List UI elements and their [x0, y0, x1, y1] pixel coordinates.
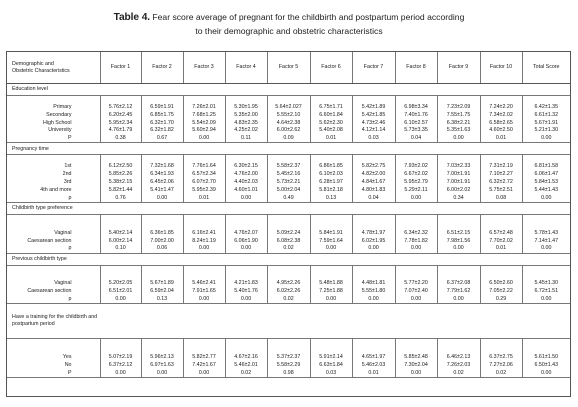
table-cell: 6.63±1.84 [310, 361, 352, 369]
column-header: Factor 8 [395, 52, 437, 84]
table-cell: 6.10±2.03 [310, 170, 352, 178]
table-cell: 4.76±1.79 [100, 127, 141, 135]
table-cell: 5.20±2.05 [100, 280, 141, 288]
table-cell: 5.40±2.08 [310, 127, 352, 135]
table-cell: 6.00±2.62 [267, 127, 310, 135]
table-cell: 5.84±1.53 [522, 178, 570, 186]
table-cell: 5.62±2.30 [310, 119, 352, 127]
table-cell: 0.10 [100, 245, 141, 253]
table-cell: 7.34±2.02 [480, 111, 522, 119]
table-row [7, 245, 570, 253]
row-label: 3rd [63, 179, 72, 185]
row-label: p [7, 295, 100, 303]
table-cell: 7.68±1.25 [183, 111, 225, 119]
table-cell: 5.55±2.10 [267, 111, 310, 119]
table-cell: 0.02 [267, 245, 310, 253]
table-cell: 4.83±2.35 [225, 119, 267, 127]
table-row [7, 170, 570, 178]
table-cell: 6.37±2.75 [480, 353, 522, 361]
table-cell: 5.67±1.91 [522, 119, 570, 127]
column-header: Total Score [522, 52, 570, 84]
table-cell: 0.38 [100, 135, 141, 143]
table-cell: 6.98±3.34 [395, 103, 437, 111]
column-header: Factor 5 [267, 52, 310, 84]
table-cell: 5.85±2.26 [100, 170, 141, 178]
table-cell: 6.34±2.32 [395, 229, 437, 237]
table-cell: 5.96±2.13 [141, 353, 183, 361]
spacer-row [7, 265, 570, 280]
table-cell: 0.00 [141, 194, 183, 202]
table-caption [0, 11, 578, 37]
table-cell: 5.60±2.94 [183, 127, 225, 135]
table-row [7, 353, 570, 361]
table-cell: 6.07±2.70 [183, 178, 225, 186]
table-cell: 0.00 [183, 245, 225, 253]
table-cell: 0.00 [100, 369, 141, 377]
table-cell: 5.46±2.03 [352, 361, 395, 369]
table-cell: 7.27±2.06 [480, 361, 522, 369]
column-header: Factor 6 [310, 52, 352, 84]
row-label: 4th and more [40, 186, 72, 193]
table-cell: 5.40±2.14 [100, 229, 141, 237]
table-cell: 5.67±1.89 [141, 280, 183, 288]
table-cell: 0.00 [183, 295, 225, 303]
table-cell: 6.30±2.15 [225, 162, 267, 170]
table-cell: 7.10±2.27 [480, 170, 522, 178]
table-cell: 5.82±2.75 [352, 162, 395, 170]
section-header [7, 253, 570, 265]
table-cell: 6.46±2.13 [437, 353, 480, 361]
table-cell: 0.00 [100, 295, 141, 303]
table-cell: 5.84±1.91 [310, 229, 352, 237]
table-cell: 0.34 [437, 194, 480, 202]
table-cell: 5.76±2.12 [100, 103, 141, 111]
table-cell: 4.60±2.50 [480, 127, 522, 135]
table-cell: 6.20±2.45 [100, 111, 141, 119]
table-cell: 5.85±2.48 [395, 353, 437, 361]
table-row [7, 178, 570, 186]
table-cell: 5.95±2.79 [395, 178, 437, 186]
table-cell: 0.04 [352, 194, 395, 202]
table-cell: 4.95±2.26 [267, 280, 310, 288]
table-row [7, 229, 570, 237]
column-header: Factor 3 [183, 52, 225, 84]
table-cell: 0.00 [183, 135, 225, 143]
table-cell: 6.59±1.91 [141, 103, 183, 111]
column-header: Factor 10 [480, 52, 522, 84]
table-cell: 6.97±1.63 [141, 361, 183, 369]
row-label: Vaginal [54, 280, 72, 287]
table-cell: 6.58±2.65 [480, 119, 522, 127]
table-cell: 0.09 [267, 135, 310, 143]
table-cell: 6.37±2.12 [100, 361, 141, 369]
section-title: Education level [7, 84, 570, 96]
caption-text-1: Fear score average of pregnant for the childbirth and postpartum period according [150, 12, 465, 22]
table-cell: 0.00 [522, 245, 570, 253]
table-cell: 5.82±1.44 [100, 186, 141, 194]
table-cell: 4.78±1.97 [352, 229, 395, 237]
table-row [7, 295, 570, 303]
table-cell: 6.42±1.35 [522, 103, 570, 111]
table-cell: 4.80±1.83 [352, 186, 395, 194]
table-cell: 6.60±1.84 [310, 111, 352, 119]
table-cell: 6.06±1.90 [225, 237, 267, 245]
table-cell: 5.21±1.30 [522, 127, 570, 135]
table-cell: 5.38±2.15 [100, 178, 141, 186]
table-cell: 7.00±2.00 [141, 237, 183, 245]
column-header: Factor 4 [225, 52, 267, 84]
table-cell: 5.07±2.19 [100, 353, 141, 361]
table-cell: 0.67 [141, 135, 183, 143]
column-header: Factor 9 [437, 52, 480, 84]
table-cell: 5.73±2.21 [267, 178, 310, 186]
table-cell: 0.01 [352, 369, 395, 377]
table-cell: 0.00 [395, 369, 437, 377]
table-cell: 0.01 [310, 135, 352, 143]
section-title: Pregnancy time [7, 143, 570, 155]
table-cell: 0.00 [437, 135, 480, 143]
table-cell: 7.00±1.91 [437, 170, 480, 178]
table-cell: 0.13 [310, 194, 352, 202]
table-cell: 5.45±2.16 [267, 170, 310, 178]
table-cell: 0.76 [100, 194, 141, 202]
table-row [7, 103, 570, 111]
table-cell: 5.42±1.85 [352, 111, 395, 119]
table-cell: 0.00 [310, 245, 352, 253]
table-cell: 6.06±1.47 [522, 170, 570, 178]
table-cell: 6.51±2.01 [100, 287, 141, 295]
table-cell: 4.12±1.14 [352, 127, 395, 135]
section-title: Previous childbirth type [7, 253, 570, 265]
table-row [7, 237, 570, 245]
table-cell: 6.02±2.26 [267, 287, 310, 295]
table-cell: 4.82±2.00 [352, 170, 395, 178]
table-cell: 8.24±1.19 [183, 237, 225, 245]
row-label: P [7, 135, 100, 143]
table-cell: 7.30±2.04 [395, 361, 437, 369]
table-cell: 0.01 [480, 245, 522, 253]
table-cell: 6.36±1.85 [141, 229, 183, 237]
table-cell: 7.05±2.22 [480, 287, 522, 295]
table-cell: 0.00 [352, 245, 395, 253]
table-cell: 6.61±1.32 [522, 111, 570, 119]
table-cell: 6.45±2.06 [141, 178, 183, 186]
table-cell: 5.48±1.88 [310, 280, 352, 288]
section-title: Childbirth type preference [7, 202, 570, 214]
table-cell: 5.58±2.37 [267, 162, 310, 170]
fear-score-table [6, 51, 571, 397]
table-cell: 5.41±1.47 [141, 186, 183, 194]
table-cell: 0.29 [480, 295, 522, 303]
table-row [7, 186, 570, 194]
table-cell: 4.64±2.38 [267, 119, 310, 127]
table-cell: 7.07±2.40 [395, 287, 437, 295]
table-cell: 7.70±2.02 [480, 237, 522, 245]
row-label: Caesarean section [27, 237, 72, 244]
table-cell: 6.02±1.95 [352, 237, 395, 245]
header-characteristics: Demographic and Obstetric Characteristics [7, 52, 100, 84]
section-header [7, 202, 570, 214]
row-label: University [48, 127, 72, 134]
table-cell: 6.57±2.34 [183, 170, 225, 178]
table-cell: 7.42±1.67 [183, 361, 225, 369]
table-cell: 7.14±1.47 [522, 237, 570, 245]
row-label: No [64, 361, 72, 368]
table-cell: 5.30±1.95 [225, 103, 267, 111]
column-header: Factor 2 [141, 52, 183, 84]
table-cell: 0.13 [141, 295, 183, 303]
table-cell: 6.86±1.85 [310, 162, 352, 170]
section-header [7, 143, 570, 155]
table-cell: 0.03 [310, 369, 352, 377]
table-cell: 6.51±2.15 [437, 229, 480, 237]
row-label: High School [42, 119, 72, 126]
table-cell: 5.37±2.37 [267, 353, 310, 361]
row-label: Primary [53, 103, 72, 110]
caption-table-number: Table 4. [113, 12, 151, 23]
spacer-row [7, 339, 570, 354]
row-label: Vaginal [54, 229, 72, 236]
table-row [7, 194, 570, 202]
table-cell: 7.26±2.01 [183, 103, 225, 111]
table-cell: 7.79±1.62 [437, 287, 480, 295]
table-cell: 4.21±1.83 [225, 280, 267, 288]
row-label: Caesarean section [27, 288, 72, 295]
table-cell: 5.75±2.51 [480, 186, 522, 194]
table-cell: 7.91±1.65 [183, 287, 225, 295]
table-cell: 7.76±1.64 [183, 162, 225, 170]
table-cell: 5.09±2.24 [267, 229, 310, 237]
table-cell: 5.46±2.01 [225, 361, 267, 369]
table-cell: 0.00 [437, 245, 480, 253]
table-cell: 4.84±1.67 [352, 178, 395, 186]
table-cell: 5.78±1.43 [522, 229, 570, 237]
table-cell: 7.78±1.82 [395, 237, 437, 245]
row-label: p [7, 194, 100, 202]
table-cell: 0.00 [352, 295, 395, 303]
table-cell: 5.64±2.027 [267, 103, 310, 111]
table-cell: 6.28±1.97 [310, 178, 352, 186]
table-cell: 0.00 [395, 245, 437, 253]
table-cell: 0.00 [225, 295, 267, 303]
table-row [7, 287, 570, 295]
table-row [7, 369, 570, 377]
table-cell: 6.75±1.71 [310, 103, 352, 111]
table-cell: 6.59±2.04 [141, 287, 183, 295]
table-cell: 0.00 [522, 194, 570, 202]
table-cell: 7.23±2.09 [437, 103, 480, 111]
table-cell: 5.58±2.29 [267, 361, 310, 369]
table-cell: 5.81±2.18 [310, 186, 352, 194]
table-row [7, 135, 570, 143]
table-cell: 5.95±2.39 [183, 186, 225, 194]
table-cell: 0.98 [267, 369, 310, 377]
table-cell: 4.25±2.02 [225, 127, 267, 135]
table-row [7, 280, 570, 288]
table-cell: 6.57±2.48 [480, 229, 522, 237]
table-cell: 7.25±1.88 [310, 287, 352, 295]
row-label: Secondary [46, 111, 72, 118]
table-cell: 5.73±3.35 [395, 127, 437, 135]
caption-line-1 [0, 11, 578, 25]
table-cell: 5.61±1.50 [522, 353, 570, 361]
table-cell: 5.82±2.77 [183, 353, 225, 361]
row-label: Yes [62, 354, 72, 361]
table-cell: 7.26±2.03 [437, 361, 480, 369]
table-cell: 4.76±2.07 [225, 229, 267, 237]
spacer-row [7, 155, 570, 163]
table-cell: 6.34±1.93 [141, 170, 183, 178]
table-cell: 7.00±1.91 [437, 178, 480, 186]
table-cell: 5.46±2.41 [183, 280, 225, 288]
table-cell: 5.77±2.20 [395, 280, 437, 288]
table-cell: 5.35±1.63 [437, 127, 480, 135]
table-cell: 0.00 [437, 295, 480, 303]
table-cell: 5.44±1.43 [522, 186, 570, 194]
table-cell: 5.42±1.89 [352, 103, 395, 111]
table-cell: 5.45±1.30 [522, 280, 570, 288]
table-cell: 7.32±1.68 [141, 162, 183, 170]
table-row [7, 127, 570, 135]
table-cell: 4.67±2.16 [225, 353, 267, 361]
table-cell: 6.72±1.51 [522, 287, 570, 295]
table-cell: 6.50±2.60 [480, 280, 522, 288]
table-cell: 5.00±2.04 [267, 186, 310, 194]
table-cell: 0.03 [352, 135, 395, 143]
table-cell: 0.11 [225, 135, 267, 143]
table-cell: 0.00 [395, 295, 437, 303]
section-header [7, 304, 570, 339]
table-cell: 6.10±2.57 [395, 119, 437, 127]
table-cell: 0.00 [225, 194, 267, 202]
table-cell: 7.03±2.33 [437, 162, 480, 170]
header-row [7, 52, 570, 84]
table-cell: 6.00±2.02 [437, 186, 480, 194]
table-cell: 7.93±2.02 [395, 162, 437, 170]
table-cell: 0.00 [395, 194, 437, 202]
table-cell: 7.31±2.19 [480, 162, 522, 170]
table-body [7, 84, 570, 378]
table-cell: 6.50±1.43 [522, 361, 570, 369]
table-cell: 5.29±2.11 [395, 186, 437, 194]
table-cell: 0.00 [141, 369, 183, 377]
row-label: 1st [64, 163, 72, 170]
table-row [7, 111, 570, 119]
table-cell: 5.55±1.80 [352, 287, 395, 295]
table-cell: 0.02 [267, 295, 310, 303]
table-cell: 6.67±2.02 [395, 170, 437, 178]
table-cell: 7.55±1.75 [437, 111, 480, 119]
table-cell: 5.91±2.14 [310, 353, 352, 361]
spacer-row [7, 96, 570, 104]
table-cell: 7.40±1.76 [395, 111, 437, 119]
table-cell: 0.02 [480, 369, 522, 377]
table-cell: 0.04 [395, 135, 437, 143]
section-header [7, 84, 570, 96]
table-cell: 7.98±1.56 [437, 237, 480, 245]
table-cell: 6.81±1.58 [522, 162, 570, 170]
table-cell: 4.40±2.03 [225, 178, 267, 186]
table-cell: 0.01 [183, 194, 225, 202]
table-cell: 7.59±1.64 [310, 237, 352, 245]
table-cell: 6.32±1.82 [141, 127, 183, 135]
table-cell: 7.24±2.20 [480, 103, 522, 111]
table-cell: 6.12±2.50 [100, 162, 141, 170]
table-cell: 0.00 [310, 295, 352, 303]
table-cell: 5.40±1.76 [225, 287, 267, 295]
table-cell: 0.02 [437, 369, 480, 377]
table-row [7, 361, 570, 369]
table-cell: 6.38±2.21 [437, 119, 480, 127]
table-cell: 0.00 [522, 135, 570, 143]
table-cell: 0.49 [267, 194, 310, 202]
table-row [7, 162, 570, 170]
table-cell: 4.65±1.97 [352, 353, 395, 361]
table-cell: 0.00 [225, 245, 267, 253]
table-cell: 4.60±1.01 [225, 186, 267, 194]
table-cell: 0.00 [522, 369, 570, 377]
table-cell: 6.32±1.70 [141, 119, 183, 127]
table-cell: 0.00 [183, 369, 225, 377]
table-cell: 6.08±2.38 [267, 237, 310, 245]
row-label: p [7, 245, 100, 253]
table-cell: 0.08 [480, 194, 522, 202]
table-cell: 6.16±2.41 [183, 229, 225, 237]
table-cell: 6.00±2.14 [100, 237, 141, 245]
table-cell: 4.76±2.00 [225, 170, 267, 178]
spacer-row [7, 214, 570, 229]
column-header: Factor 7 [352, 52, 395, 84]
table-cell: 5.54±2.09 [183, 119, 225, 127]
table-cell: 6.85±1.75 [141, 111, 183, 119]
table-cell: 6.37±2.08 [437, 280, 480, 288]
table-cell: 0.00 [522, 295, 570, 303]
table-cell: 5.95±2.34 [100, 119, 141, 127]
column-header: Factor 1 [100, 52, 141, 84]
table-cell: 0.01 [480, 135, 522, 143]
table-cell: 4.73±2.46 [352, 119, 395, 127]
table-cell: 0.06 [141, 245, 183, 253]
table-row [7, 119, 570, 127]
table-cell: 6.32±2.72 [480, 178, 522, 186]
table-cell: 4.48±1.81 [352, 280, 395, 288]
section-title: Have a training for the childbirth and postpartum period [7, 304, 570, 339]
table-cell: 5.35±2.00 [225, 111, 267, 119]
row-label: 2nd [62, 171, 72, 178]
row-label: P [7, 369, 100, 377]
table-cell: 0.02 [225, 369, 267, 377]
caption-line-2: to their demographic and obstetric characteristics [195, 25, 383, 36]
data-table [7, 52, 570, 378]
